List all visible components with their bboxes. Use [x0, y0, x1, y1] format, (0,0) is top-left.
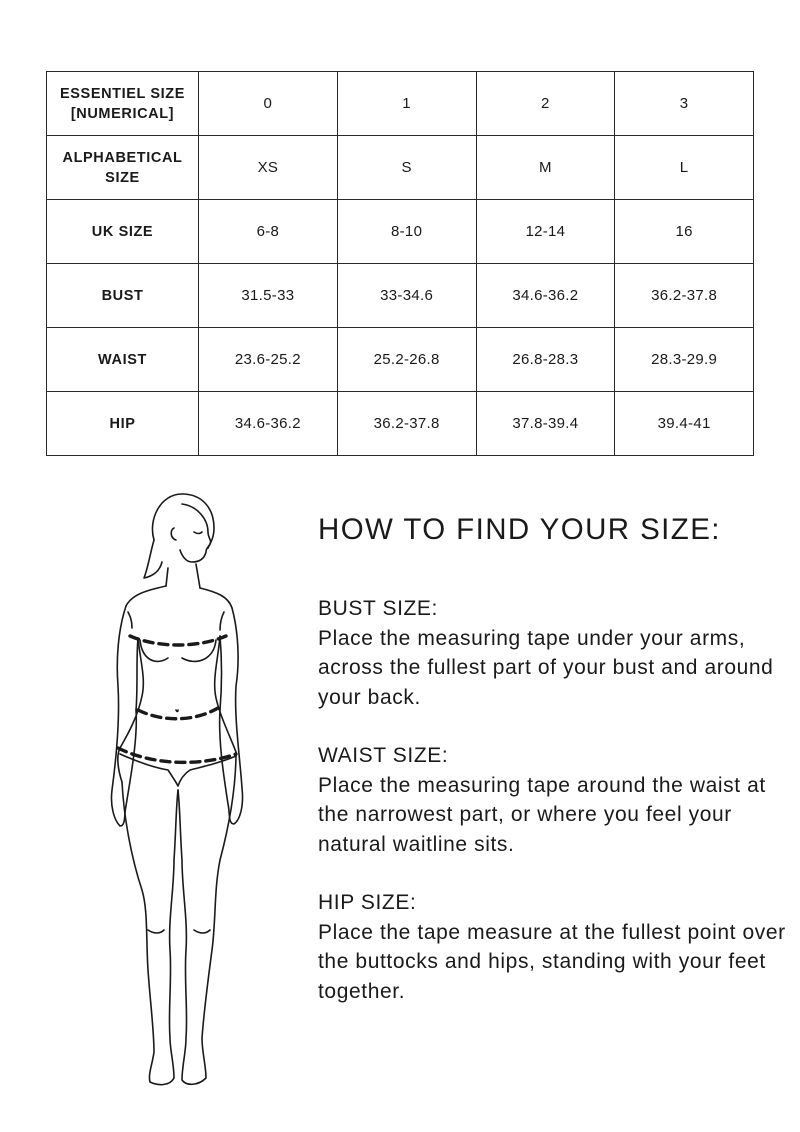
table-cell: 28.3-29.9	[615, 328, 754, 392]
bust-size-section	[318, 594, 788, 712]
row-header: UK SIZE	[47, 200, 199, 264]
table-cell: 6-8	[199, 200, 338, 264]
table-cell: L	[615, 136, 754, 200]
row-header-line: ESSENTIEL SIZE	[60, 85, 185, 102]
table-cell: 1	[337, 72, 476, 136]
table-cell: 34.6-36.2	[476, 264, 615, 328]
body-measurement-figure-icon	[98, 490, 258, 1090]
guide-title: HOW TO FIND YOUR SIZE:	[318, 513, 721, 546]
table-cell: 34.6-36.2	[199, 392, 338, 456]
table-cell: 26.8-28.3	[476, 328, 615, 392]
table-row	[47, 200, 754, 264]
row-header: HIP	[47, 392, 199, 456]
table-cell: XS	[199, 136, 338, 200]
size-guide	[318, 508, 788, 1035]
table-cell: 33-34.6	[337, 264, 476, 328]
table-cell: 8-10	[337, 200, 476, 264]
table-cell: 12-14	[476, 200, 615, 264]
section-heading: BUST SIZE:	[318, 597, 438, 620]
table-cell: 2	[476, 72, 615, 136]
section-heading: HIP SIZE:	[318, 891, 417, 914]
table-cell: 16	[615, 200, 754, 264]
table-cell: 31.5-33	[199, 264, 338, 328]
table-row	[47, 72, 754, 136]
table-cell: 0	[199, 72, 338, 136]
row-header-line: ALPHABETICAL	[62, 149, 183, 166]
hip-size-section	[318, 888, 788, 1006]
table-cell: 25.2-26.8	[337, 328, 476, 392]
table-cell: S	[337, 136, 476, 200]
figure-line-art	[98, 490, 258, 1090]
table-cell: 36.2-37.8	[337, 392, 476, 456]
table-row	[47, 136, 754, 200]
table-row	[47, 392, 754, 456]
section-text: Place the measuring tape under your arms, across the fullest part of your bust and around your back.	[318, 626, 774, 709]
table-row	[47, 328, 754, 392]
row-header	[47, 72, 199, 136]
table-cell: 37.8-39.4	[476, 392, 615, 456]
table-cell: 36.2-37.8	[615, 264, 754, 328]
table-row	[47, 264, 754, 328]
row-header-line: [NUMERICAL]	[70, 105, 175, 122]
waist-size-section	[318, 741, 788, 859]
section-heading: WAIST SIZE:	[318, 744, 449, 767]
row-header: BUST	[47, 264, 199, 328]
table-cell: 3	[615, 72, 754, 136]
section-text: Place the tape measure at the fullest point over the buttocks and hips, standing with your feet together.	[318, 920, 786, 1003]
table-cell: M	[476, 136, 615, 200]
size-chart-table	[46, 71, 754, 456]
table-cell: 39.4-41	[615, 392, 754, 456]
row-header	[47, 136, 199, 200]
row-header-line: SIZE	[105, 169, 140, 186]
row-header: WAIST	[47, 328, 199, 392]
table-cell: 23.6-25.2	[199, 328, 338, 392]
section-text: Place the measuring tape around the waist at the narrowest part, or where you feel your natural waitline sits.	[318, 773, 766, 856]
